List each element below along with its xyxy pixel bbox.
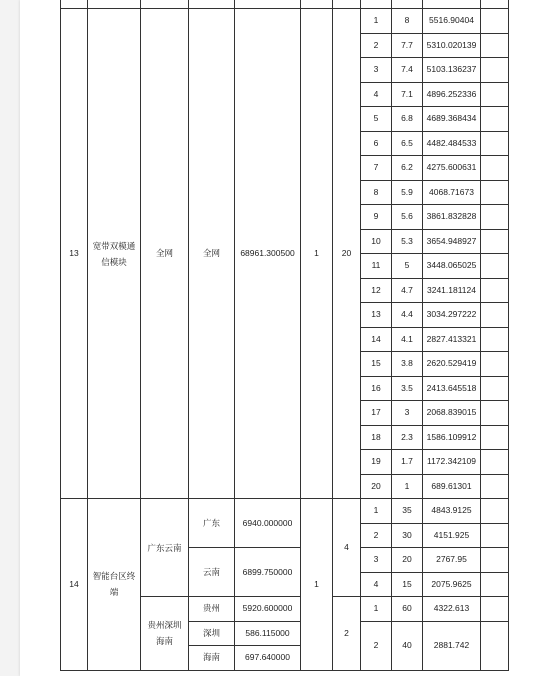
sub-index-cell: 2	[361, 523, 392, 548]
sub-index-cell: 18	[361, 425, 392, 450]
sub-ratio-cell: 3.8	[392, 352, 423, 377]
sub-index-cell: 15	[361, 352, 392, 377]
sub-value-cell: 4689.368434	[423, 107, 481, 132]
sub-ratio-cell: 5.6	[392, 205, 423, 230]
region-yunnan-cell: 云南	[189, 548, 235, 597]
seq-cell: 13	[61, 9, 88, 499]
sub-ratio-cell: 60	[392, 597, 423, 622]
sub-ratio-cell: 6.5	[392, 131, 423, 156]
sub-ratio-cell: 3.5	[392, 376, 423, 401]
sub-value-cell: 5516.90404	[423, 9, 481, 34]
sub-index-cell: 16	[361, 376, 392, 401]
amount-cell: 68961.300500	[235, 9, 301, 499]
sub-ratio-cell: 7.7	[392, 33, 423, 58]
blank-cell	[481, 205, 509, 230]
region-group-a-cell: 广东云南	[141, 499, 189, 597]
sub-value-cell: 3241.181124	[423, 278, 481, 303]
amount-shenzhen-cell: 586.115000	[235, 621, 301, 646]
sub-value-cell: 5103.136237	[423, 58, 481, 83]
region-group-b-cell: 贵州深圳海南	[141, 597, 189, 671]
lots-cell: 1	[301, 499, 333, 671]
sub-ratio-cell: 2.3	[392, 425, 423, 450]
sub-index-cell: 10	[361, 229, 392, 254]
sub-index-cell: 1	[361, 597, 392, 622]
sub-value-cell: 4322.613	[423, 597, 481, 622]
product-name-cell: 智能台区终端	[88, 499, 141, 671]
sub-ratio-cell: 5	[392, 254, 423, 279]
blank-cell	[481, 229, 509, 254]
sub-index-cell: 13	[361, 303, 392, 328]
blank-cell	[481, 156, 509, 181]
blank-cell	[481, 131, 509, 156]
sub-value-cell: 1172.342109	[423, 450, 481, 475]
sub-index-cell: 17	[361, 401, 392, 426]
blank-cell	[481, 401, 509, 426]
sub-ratio-cell: 6.8	[392, 107, 423, 132]
sub-value-cell: 1586.109912	[423, 425, 481, 450]
sub-value-cell: 3034.297222	[423, 303, 481, 328]
sub-ratio-cell: 4.7	[392, 278, 423, 303]
sub-ratio-cell: 15	[392, 572, 423, 597]
blank-cell	[481, 352, 509, 377]
blank-cell	[481, 450, 509, 475]
blank-cell	[481, 548, 509, 573]
sub-index-cell: 4	[361, 82, 392, 107]
amount-hainan-cell: 697.640000	[235, 646, 301, 671]
sub-index-cell: 5	[361, 107, 392, 132]
sub-value-cell: 2827.413321	[423, 327, 481, 352]
sub-index-cell: 6	[361, 131, 392, 156]
blank-cell	[481, 58, 509, 83]
sub-ratio-cell: 20	[392, 548, 423, 573]
sub-value-cell: 4151.925	[423, 523, 481, 548]
blank-cell	[481, 425, 509, 450]
sub-value-cell: 4482.484533	[423, 131, 481, 156]
sub-index-cell: 8	[361, 180, 392, 205]
sub-index-cell: 19	[361, 450, 392, 475]
blank-cell	[481, 9, 509, 34]
sub-value-cell: 3861.832828	[423, 205, 481, 230]
amount-yunnan-cell: 6899.750000	[235, 548, 301, 597]
previous-row-strip	[60, 0, 508, 8]
lots-cell: 1	[301, 9, 333, 499]
blank-cell	[481, 474, 509, 499]
blank-cell	[481, 82, 509, 107]
sub-value-cell: 3654.948927	[423, 229, 481, 254]
blank-cell	[481, 523, 509, 548]
blank-cell	[481, 499, 509, 524]
sub-index-cell: 14	[361, 327, 392, 352]
sub-value-cell: 2767.95	[423, 548, 481, 573]
count-group-b-cell: 2	[333, 597, 361, 671]
region-cell: 全网	[141, 9, 189, 499]
table-body-row-14	[61, 499, 509, 671]
sub-ratio-cell: 1.7	[392, 450, 423, 475]
sub-ratio-cell: 35	[392, 499, 423, 524]
blank-cell	[481, 278, 509, 303]
region-guizhou-cell: 贵州	[189, 597, 235, 622]
sub-value-cell: 2620.529419	[423, 352, 481, 377]
sub-ratio-cell: 1	[392, 474, 423, 499]
sub-value-cell: 4843.9125	[423, 499, 481, 524]
sub-index-cell: 2	[361, 621, 392, 670]
sub-ratio-cell: 4.4	[392, 303, 423, 328]
sub-value-cell: 4275.600631	[423, 156, 481, 181]
region-detail-cell: 全网	[189, 9, 235, 499]
sub-value-cell: 5310.020139	[423, 33, 481, 58]
sub-index-cell: 2	[361, 33, 392, 58]
sub-value-cell: 4068.71673	[423, 180, 481, 205]
sub-value-cell: 689.61301	[423, 474, 481, 499]
sub-value-cell: 3448.065025	[423, 254, 481, 279]
region-hainan-cell: 海南	[189, 646, 235, 671]
blank-cell	[481, 303, 509, 328]
count-cell: 20	[333, 9, 361, 499]
blank-cell	[481, 597, 509, 622]
sub-index-cell: 3	[361, 58, 392, 83]
blank-cell	[481, 376, 509, 401]
blank-cell	[481, 621, 509, 670]
sub-index-cell: 3	[361, 548, 392, 573]
sub-ratio-cell: 40	[392, 621, 423, 670]
sub-value-cell: 2075.9625	[423, 572, 481, 597]
blank-cell	[481, 33, 509, 58]
sub-index-cell: 20	[361, 474, 392, 499]
product-name-cell: 宽带双模通信模块	[88, 9, 141, 499]
bid-lot-table	[60, 8, 509, 671]
sub-index-cell: 9	[361, 205, 392, 230]
region-shenzhen-cell: 深圳	[189, 621, 235, 646]
sub-ratio-cell: 4.1	[392, 327, 423, 352]
sub-ratio-cell: 3	[392, 401, 423, 426]
sub-ratio-cell: 7.4	[392, 58, 423, 83]
sub-ratio-cell: 7.1	[392, 82, 423, 107]
seq-cell: 14	[61, 499, 88, 671]
sub-ratio-cell: 6.2	[392, 156, 423, 181]
region-guangdong-cell: 广东	[189, 499, 235, 548]
sub-index-cell: 12	[361, 278, 392, 303]
sub-ratio-cell: 5.9	[392, 180, 423, 205]
sub-index-cell: 11	[361, 254, 392, 279]
sub-value-cell: 2413.645518	[423, 376, 481, 401]
table-body-row-13	[61, 9, 509, 499]
amount-guizhou-cell: 5920.600000	[235, 597, 301, 622]
amount-guangdong-cell: 6940.000000	[235, 499, 301, 548]
sub-index-cell: 7	[361, 156, 392, 181]
sub-value-cell: 2881.742	[423, 621, 481, 670]
sub-index-cell: 1	[361, 499, 392, 524]
blank-cell	[481, 572, 509, 597]
blank-cell	[481, 254, 509, 279]
sub-value-cell: 2068.839015	[423, 401, 481, 426]
sub-index-cell: 4	[361, 572, 392, 597]
blank-cell	[481, 107, 509, 132]
sub-index-cell: 1	[361, 9, 392, 34]
blank-cell	[481, 180, 509, 205]
sub-value-cell: 4896.252336	[423, 82, 481, 107]
blank-cell	[481, 327, 509, 352]
sub-ratio-cell: 5.3	[392, 229, 423, 254]
document-page	[20, 0, 556, 676]
count-group-a-cell: 4	[333, 499, 361, 597]
sub-ratio-cell: 30	[392, 523, 423, 548]
sub-ratio-cell: 8	[392, 9, 423, 34]
